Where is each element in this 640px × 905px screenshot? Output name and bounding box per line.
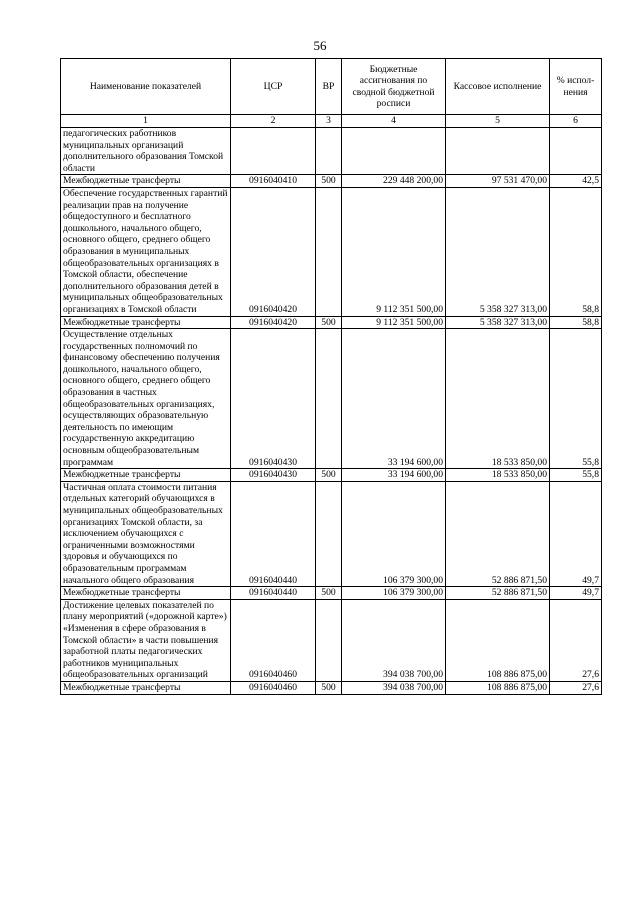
row-name: Частичная оплата стоимости питания отдельных категорий обучающихся в муниципальных общеобразовательных организациях Томской области, за исключением обучающихся с ограниченными возможностями здоровья и обучающихся по образовательным программам начального общего образования (61, 481, 231, 586)
table-row (61, 316, 602, 329)
column-number: 1 (61, 115, 231, 128)
header-name: Наименование показателей (61, 59, 231, 115)
row-csr: 0916040420 (231, 187, 316, 316)
row-csr: 0916040430 (231, 329, 316, 469)
column-number-row (61, 115, 602, 128)
row-csr: 0916040460 (231, 599, 316, 681)
table-row (61, 599, 602, 681)
row-csr: 0916040420 (231, 316, 316, 329)
row-percent: 49,7 (550, 481, 602, 586)
row-cash: 108 886 875,00 (446, 681, 550, 694)
row-name: Межбюджетные трансферты (61, 316, 231, 329)
row-name: Межбюджетные трансферты (61, 587, 231, 600)
table-row (61, 175, 602, 188)
row-budget: 229 448 200,00 (342, 175, 446, 188)
table-row (61, 329, 602, 469)
column-number: 6 (550, 115, 602, 128)
row-percent: 58,8 (550, 187, 602, 316)
row-vr: 500 (316, 175, 342, 188)
row-budget: 394 038 700,00 (342, 681, 446, 694)
row-name: педагогических работников муниципальных организаций дополнительного образования Томской области (61, 128, 231, 175)
table-row (61, 587, 602, 600)
table-header-row (61, 59, 602, 115)
header-cash: Кассовое исполнение (446, 59, 550, 115)
row-name: Межбюджетные трансферты (61, 681, 231, 694)
row-percent: 42,5 (550, 175, 602, 188)
row-percent: 55,8 (550, 329, 602, 469)
row-name: Обеспечение государственных гарантий реализации прав на получение общедоступного и бесплатного дошкольного, начального общего, основного общего, среднего общего образования в муниципальных общеобразовательных организациях в Томской области, обеспечение дополнительного образования детей в муниципальных общеобразовательных организациях в Томской области (61, 187, 231, 316)
row-budget: 33 194 600,00 (342, 469, 446, 482)
row-cash: 97 531 470,00 (446, 175, 550, 188)
column-number: 3 (316, 115, 342, 128)
row-cash: 5 358 327 313,00 (446, 316, 550, 329)
row-cash: 52 886 871,50 (446, 587, 550, 600)
row-percent: 58,8 (550, 316, 602, 329)
row-cash: 18 533 850,00 (446, 329, 550, 469)
row-name: Межбюджетные трансферты (61, 469, 231, 482)
row-vr (316, 128, 342, 175)
row-cash (446, 128, 550, 175)
page-number: 56 (313, 38, 327, 53)
row-budget: 394 038 700,00 (342, 599, 446, 681)
row-vr (316, 599, 342, 681)
header-vr: ВР (316, 59, 342, 115)
row-csr: 0916040440 (231, 481, 316, 586)
header-budget: Бюджетные ассигнования по сводной бюджетной росписи (342, 59, 446, 115)
row-csr (231, 128, 316, 175)
column-number: 5 (446, 115, 550, 128)
row-cash: 5 358 327 313,00 (446, 187, 550, 316)
row-name: Достижение целевых показателей по плану мероприятий («дорожной карте») «Изменения в сфере образования в Томской области» в части повышения заработной платы педагогических работников муниципальных общеобразовательных организаций (61, 599, 231, 681)
column-number: 2 (231, 115, 316, 128)
row-cash: 108 886 875,00 (446, 599, 550, 681)
row-percent: 27,6 (550, 681, 602, 694)
row-percent: 55,8 (550, 469, 602, 482)
row-budget (342, 128, 446, 175)
row-budget: 106 379 300,00 (342, 587, 446, 600)
column-number: 4 (342, 115, 446, 128)
row-vr (316, 187, 342, 316)
row-vr (316, 329, 342, 469)
table-row (61, 481, 602, 586)
row-vr (316, 481, 342, 586)
row-percent: 49,7 (550, 587, 602, 600)
header-csr: ЦСР (231, 59, 316, 115)
table-row (61, 187, 602, 316)
row-cash: 52 886 871,50 (446, 481, 550, 586)
row-vr: 500 (316, 316, 342, 329)
row-budget: 9 112 351 500,00 (342, 187, 446, 316)
row-csr: 0916040440 (231, 587, 316, 600)
row-vr: 500 (316, 681, 342, 694)
row-csr: 0916040460 (231, 681, 316, 694)
table-row (61, 128, 602, 175)
table-row (61, 681, 602, 694)
row-vr: 500 (316, 587, 342, 600)
row-cash: 18 533 850,00 (446, 469, 550, 482)
row-percent (550, 128, 602, 175)
row-budget: 33 194 600,00 (342, 329, 446, 469)
table-row (61, 469, 602, 482)
row-vr: 500 (316, 469, 342, 482)
row-name: Межбюджетные трансферты (61, 175, 231, 188)
row-csr: 0916040430 (231, 469, 316, 482)
row-csr: 0916040410 (231, 175, 316, 188)
budget-execution-table (60, 58, 602, 695)
header-percent: % испол-нения (550, 59, 602, 115)
row-budget: 106 379 300,00 (342, 481, 446, 586)
row-name: Осуществление отдельных государственных полномочий по финансовому обеспечению получения дошкольного, начального общего, основного общего, среднего общего образования в частных общеобразовательных организациях, осуществляющих образовательную деятельность по имеющим государственную аккредитацию основным общеобразовательным программам (61, 329, 231, 469)
row-budget: 9 112 351 500,00 (342, 316, 446, 329)
row-percent: 27,6 (550, 599, 602, 681)
